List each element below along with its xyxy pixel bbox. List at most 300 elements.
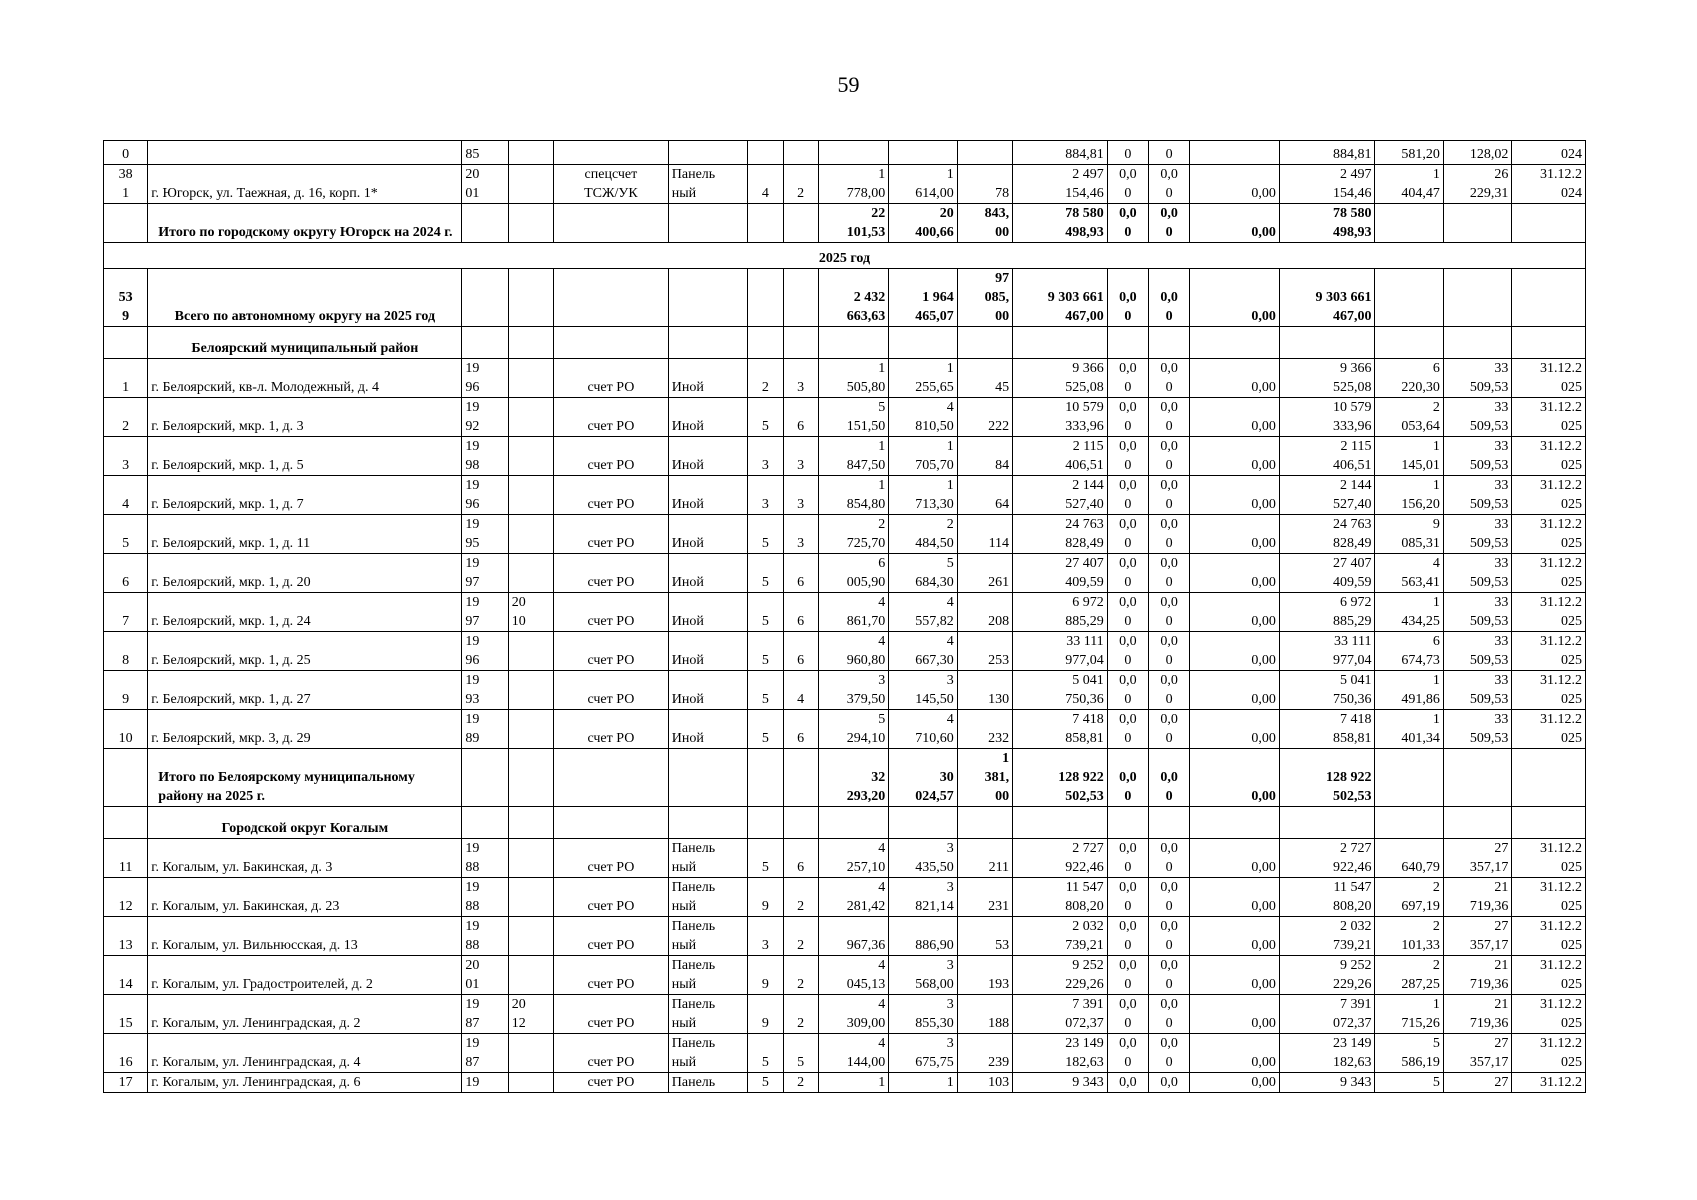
table-cell: [957, 165, 1012, 204]
cell-text: 886,90: [915, 938, 954, 953]
table-cell: [1190, 398, 1280, 437]
cell-text: 9 252 229,26: [1332, 958, 1372, 992]
table-cell: [554, 878, 669, 917]
cell-text: 11 547 808,20: [1332, 880, 1372, 914]
cell-text: 78 580 498,93: [1065, 206, 1104, 240]
table-cell: [1375, 593, 1443, 632]
table-cell: [1279, 327, 1375, 359]
table-cell: [554, 515, 669, 554]
cell-text: 130: [988, 692, 1010, 707]
cell-text: 0: [1165, 147, 1173, 162]
table-cell: [1190, 632, 1280, 671]
cell-text: 31.12.2 025: [1540, 997, 1582, 1031]
grand-total-row: [104, 269, 1586, 327]
table-cell: [889, 917, 957, 956]
table-cell: [508, 749, 553, 807]
cell-text: 5: [761, 1075, 769, 1090]
table-cell: [1279, 995, 1375, 1034]
cell-text: 0,0 0: [1160, 361, 1178, 395]
cell-text: 5: [761, 653, 769, 668]
table-row: [104, 995, 1586, 1034]
cell-text: Итого по городскому округу Югорск на 2024 г.: [158, 225, 453, 240]
year-header-row: [104, 243, 1586, 269]
cell-text: счет РО: [587, 977, 635, 992]
cell-text: 2 497 154,46: [1065, 167, 1104, 201]
cell-text: 31.12.2 025: [1540, 595, 1582, 629]
table-cell: [668, 995, 748, 1034]
table-cell: [508, 269, 553, 327]
table-cell: [1443, 554, 1511, 593]
cell-text: 23 149 182,63: [1332, 1036, 1372, 1070]
table-cell: [462, 710, 508, 749]
table-cell: [1148, 671, 1189, 710]
table-cell: [1375, 956, 1443, 995]
cell-text: Иной: [671, 458, 704, 473]
cell-text: 9 085,31: [1401, 517, 1440, 551]
cell-text: 0,0 0: [1160, 673, 1178, 707]
table-cell: [462, 141, 508, 165]
table-cell: [1443, 632, 1511, 671]
table-cell: [1375, 327, 1443, 359]
cell-text: 64: [995, 497, 1010, 512]
table-cell: [554, 327, 669, 359]
table-cell: [818, 515, 888, 554]
cell-text: г. Когалым, ул. Ленинградская, д. 4: [151, 1055, 361, 1070]
table-cell: [748, 917, 783, 956]
table-cell: [783, 593, 818, 632]
cell-text: 21 719,36: [1469, 880, 1509, 914]
table-cell: [1107, 995, 1148, 1034]
table-cell: [1512, 476, 1586, 515]
table-cell: [957, 593, 1012, 632]
table-cell: [668, 359, 748, 398]
table-cell: [554, 1034, 669, 1073]
table-cell: [1107, 807, 1148, 839]
table-cell: [668, 671, 748, 710]
cell-text: 0,0 0: [1119, 595, 1137, 629]
table-cell: [889, 437, 957, 476]
cell-text: 6: [797, 653, 805, 668]
cell-text: 1 705,70: [915, 439, 954, 473]
table-cell: [783, 1034, 818, 1073]
cell-text: 0,0 0: [1160, 478, 1178, 512]
cell-text: 884,81: [1332, 147, 1372, 162]
table-cell: [1279, 917, 1375, 956]
table-cell: [1279, 671, 1375, 710]
cell-text: 27 357,17: [1469, 841, 1509, 875]
table-cell: [668, 917, 748, 956]
table-cell: [104, 554, 148, 593]
table-cell: [783, 710, 818, 749]
table-cell: [748, 554, 783, 593]
cell-text: г. Белоярский, мкр. 1, д. 7: [151, 497, 304, 512]
table-cell: [1148, 593, 1189, 632]
cell-text: 5 041 750,36: [1332, 673, 1372, 707]
table-cell: [462, 807, 508, 839]
cell-text: 0,00: [1251, 575, 1276, 590]
cell-text: 33 509,53: [1469, 595, 1509, 629]
cell-text: г. Когалым, ул. Градостроителей, д. 2: [151, 977, 373, 992]
cell-text: 0,0 0: [1119, 841, 1137, 875]
cell-text: 31.12.2 025: [1540, 361, 1582, 395]
table-cell: [1443, 269, 1511, 327]
cell-text: 0,0 0: [1119, 439, 1137, 473]
cell-text: г. Когалым, ул. Ленинградская, д. 6: [151, 1075, 361, 1090]
table-cell: [1443, 165, 1511, 204]
cell-text: 640,79: [1401, 860, 1440, 875]
table-cell: [957, 204, 1012, 243]
cell-text: 1 401,34: [1401, 712, 1440, 746]
table-cell: [1013, 476, 1108, 515]
table-cell: [1443, 437, 1511, 476]
table-cell: [462, 476, 508, 515]
table-cell: [104, 671, 148, 710]
table-cell: [1443, 917, 1511, 956]
cell-text: 33 509,53: [1469, 361, 1509, 395]
table-cell: [1013, 141, 1108, 165]
table-row: [104, 165, 1586, 204]
cell-text: 0,00: [1251, 614, 1276, 629]
table-cell: [668, 839, 748, 878]
cell-text: 9 303 661 467,00: [1315, 290, 1372, 324]
table-cell: [668, 1073, 748, 1093]
cell-text: 97 085, 00: [984, 271, 1010, 324]
table-cell: [783, 878, 818, 917]
table-cell: [957, 956, 1012, 995]
table-cell: [1375, 359, 1443, 398]
table-cell: [889, 398, 957, 437]
table-cell: [668, 807, 748, 839]
table-cell: [1375, 671, 1443, 710]
cell-text: 5: [761, 860, 769, 875]
cell-text: 0,00: [1251, 497, 1276, 512]
table-cell: [148, 204, 462, 243]
table-cell: [148, 515, 462, 554]
table-cell: [1190, 165, 1280, 204]
cell-text: 4 557,82: [915, 595, 954, 629]
cell-text: 5: [797, 1055, 805, 1070]
cell-text: 0,0 0: [1119, 290, 1137, 324]
cell-text: 5 586,19: [1401, 1036, 1440, 1070]
table-cell: [462, 327, 508, 359]
cell-text: 128 922 502,53: [1325, 770, 1372, 804]
cell-text: 3 435,50: [915, 841, 954, 875]
cell-text: 6 972 885,29: [1332, 595, 1372, 629]
table-cell: [1512, 1034, 1586, 1073]
table-cell: [1013, 878, 1108, 917]
cell-text: 7 418 858,81: [1332, 712, 1372, 746]
cell-text: 4: [761, 186, 769, 201]
table-cell: [783, 807, 818, 839]
cell-text: Иной: [671, 497, 704, 512]
table-cell: [818, 437, 888, 476]
cell-text: 2 053,64: [1401, 400, 1440, 434]
table-cell: [1013, 671, 1108, 710]
cell-text: 12: [118, 899, 133, 914]
table-cell: [1375, 632, 1443, 671]
cell-text: 0,0: [1119, 1075, 1137, 1090]
cell-text: 3: [761, 497, 769, 512]
cell-text: 19 88: [465, 841, 480, 875]
cell-text: 2 144 527,40: [1065, 478, 1104, 512]
table-cell: [1107, 141, 1148, 165]
cell-text: 45: [995, 380, 1010, 395]
table-cell: [1013, 398, 1108, 437]
table-cell: [1279, 359, 1375, 398]
table-cell: [104, 632, 148, 671]
table-cell: [1013, 515, 1108, 554]
cell-text: 19 98: [465, 439, 480, 473]
table-cell: [889, 204, 957, 243]
cell-text: счет РО: [587, 419, 635, 434]
table-cell: [889, 671, 957, 710]
table-cell: [889, 165, 957, 204]
cell-text: 0,00: [1251, 1075, 1276, 1090]
table-cell: [748, 1073, 783, 1093]
table-cell: [1443, 839, 1511, 878]
table-cell: [1512, 671, 1586, 710]
cell-text: 581,20: [1401, 147, 1440, 162]
table-cell: [957, 398, 1012, 437]
table-cell: [104, 204, 148, 243]
table-cell: [889, 1073, 957, 1093]
table-cell: [783, 632, 818, 671]
table-cell: [1148, 141, 1189, 165]
table-cell: [1512, 141, 1586, 165]
cell-text: 0,0 0: [1160, 517, 1178, 551]
table-cell: [783, 917, 818, 956]
table-cell: [818, 1073, 888, 1093]
cell-text: 1 255,65: [915, 361, 954, 395]
cell-text: 231: [988, 899, 1010, 914]
table-cell: [148, 1034, 462, 1073]
table-cell: [957, 269, 1012, 327]
table-cell: [1013, 204, 1108, 243]
cell-text: 3 145,50: [915, 673, 954, 707]
cell-text: 10 579 333,96: [1332, 400, 1372, 434]
table-cell: [1148, 956, 1189, 995]
table-cell: [462, 359, 508, 398]
table-cell: [1107, 839, 1148, 878]
subtotal-row: [104, 749, 1586, 807]
cell-text: 31.12.2 025: [1540, 556, 1582, 590]
table-cell: [1279, 749, 1375, 807]
table-cell: [1190, 839, 1280, 878]
table-cell: [748, 269, 783, 327]
cell-text: 31.12.2 025: [1540, 712, 1582, 746]
cell-text: 31.12.2 025: [1540, 919, 1582, 953]
table-cell: [1148, 476, 1189, 515]
cell-text: 17: [118, 1075, 133, 1090]
table-cell: [554, 995, 669, 1034]
table-cell: [104, 141, 148, 165]
table-cell: [554, 839, 669, 878]
table-cell: [1190, 878, 1280, 917]
table-cell: [462, 632, 508, 671]
table-cell: [462, 398, 508, 437]
table-cell: [508, 476, 553, 515]
table-cell: [889, 807, 957, 839]
table-cell: [1190, 204, 1280, 243]
table-cell: [668, 327, 748, 359]
table-cell: [462, 749, 508, 807]
table-cell: [462, 671, 508, 710]
table-cell: [1013, 359, 1108, 398]
table-cell: [1443, 878, 1511, 917]
table-cell: [1279, 839, 1375, 878]
table-cell: [1107, 671, 1148, 710]
cell-text: 21 719,36: [1469, 997, 1509, 1031]
table-cell: [1375, 204, 1443, 243]
table-cell: [748, 671, 783, 710]
table-cell: [462, 839, 508, 878]
table-cell: [668, 878, 748, 917]
cell-text: 0,00: [1251, 789, 1276, 804]
cell-text: 38 1: [118, 167, 133, 201]
table-cell: [462, 917, 508, 956]
table-cell: [1107, 749, 1148, 807]
cell-text: 0,00: [1251, 380, 1276, 395]
table-cell: [1013, 437, 1108, 476]
cell-text: 0,0 0: [1160, 958, 1178, 992]
cell-text: 3 379,50: [846, 673, 886, 707]
table-cell: [957, 878, 1012, 917]
cell-text: 0,00: [1251, 899, 1276, 914]
cell-text: 6: [797, 614, 805, 629]
cell-text: 5: [761, 614, 769, 629]
table-cell: [1148, 515, 1189, 554]
table-cell: [104, 710, 148, 749]
cell-text: 31.12.2 025: [1540, 880, 1582, 914]
table-cell: [818, 632, 888, 671]
table-cell: [748, 710, 783, 749]
table-cell: [1190, 515, 1280, 554]
table-cell: [783, 204, 818, 243]
cell-text: 1 156,20: [1401, 478, 1440, 512]
table-cell: [1013, 956, 1108, 995]
table-cell: [1375, 1073, 1443, 1093]
cell-text: 0,00: [1251, 458, 1276, 473]
cell-text: 193: [988, 977, 1010, 992]
cell-text: 3 821,14: [915, 880, 954, 914]
table-cell: [783, 327, 818, 359]
table-cell: [957, 632, 1012, 671]
table-cell: [818, 1034, 888, 1073]
table-cell: [783, 749, 818, 807]
cell-text: 19 96: [465, 478, 480, 512]
table-cell: [748, 515, 783, 554]
table-cell: [1013, 917, 1108, 956]
table-row: [104, 632, 1586, 671]
table-cell: [668, 515, 748, 554]
table-cell: [508, 359, 553, 398]
cell-text: счет РО: [587, 575, 635, 590]
table-cell: [462, 437, 508, 476]
table-cell: [889, 359, 957, 398]
cell-text: 5: [761, 731, 769, 746]
table-cell: [818, 165, 888, 204]
cell-text: 2: [797, 1016, 805, 1031]
table-row: [104, 476, 1586, 515]
cell-text: 0,0 0: [1119, 880, 1137, 914]
cell-text: 0,0 0: [1119, 634, 1137, 668]
section-header-row: [104, 327, 1586, 359]
table-cell: [554, 632, 669, 671]
cell-text: 1: [878, 1075, 886, 1090]
table-cell: [783, 476, 818, 515]
table-cell: [1279, 437, 1375, 476]
cell-text: спецсчет ТСЖ/УК: [584, 167, 638, 201]
table-row: [104, 917, 1586, 956]
table-cell: [1190, 956, 1280, 995]
table-cell: [1013, 554, 1108, 593]
table-cell: [1443, 956, 1511, 995]
table-row: [104, 1073, 1586, 1093]
cell-text: 1: [122, 380, 130, 395]
table-cell: [1107, 515, 1148, 554]
table-cell: [104, 995, 148, 1034]
cell-text: 9 343: [1072, 1075, 1104, 1090]
table-cell: [1279, 1034, 1375, 1073]
table-cell: [554, 476, 669, 515]
cell-text: 3: [122, 458, 130, 473]
cell-text: Панель ный: [671, 919, 716, 953]
table-cell: [104, 749, 148, 807]
table-cell: [554, 204, 669, 243]
table-cell: [748, 807, 783, 839]
cell-text: 2 115 406,51: [1065, 439, 1104, 473]
table-cell: [1512, 593, 1586, 632]
table-cell: [1279, 204, 1375, 243]
cell-text: 0,0 0: [1119, 712, 1137, 746]
table-cell: [462, 593, 508, 632]
table-cell: [889, 476, 957, 515]
cell-text: 188: [988, 1016, 1010, 1031]
cell-text: 0,0 0: [1119, 167, 1137, 201]
cell-text: 24 763 828,49: [1065, 517, 1104, 551]
cell-text: г. Белоярский, мкр. 1, д. 25: [151, 653, 311, 668]
table-body: [104, 141, 1586, 1093]
table-cell: [1190, 593, 1280, 632]
cell-text: 5 294,10: [846, 712, 886, 746]
cell-text: 0,0 0: [1160, 770, 1178, 804]
table-cell: [1443, 593, 1511, 632]
table-cell: [783, 515, 818, 554]
table-cell: [148, 839, 462, 878]
table-cell: [1375, 437, 1443, 476]
table-cell: [508, 398, 553, 437]
table-cell: [1190, 710, 1280, 749]
table-cell: [748, 327, 783, 359]
table-cell: [1148, 554, 1189, 593]
table-cell: [1279, 593, 1375, 632]
table-cell: [748, 749, 783, 807]
cell-text: 0,0 0: [1119, 400, 1137, 434]
cell-text: 31.12.2 024: [1540, 167, 1582, 201]
section-header-row: [104, 807, 1586, 839]
table-cell: [668, 269, 748, 327]
table-cell: [1013, 749, 1108, 807]
cell-text: 33 111 977,04: [1332, 634, 1372, 668]
table-cell: [1013, 995, 1108, 1034]
table-cell: [1107, 917, 1148, 956]
page-number: 59: [837, 72, 860, 97]
table-cell: [889, 632, 957, 671]
table-cell: [104, 398, 148, 437]
cell-text: 19 87: [465, 997, 480, 1031]
table-cell: [957, 1073, 1012, 1093]
table-cell: [889, 1034, 957, 1073]
